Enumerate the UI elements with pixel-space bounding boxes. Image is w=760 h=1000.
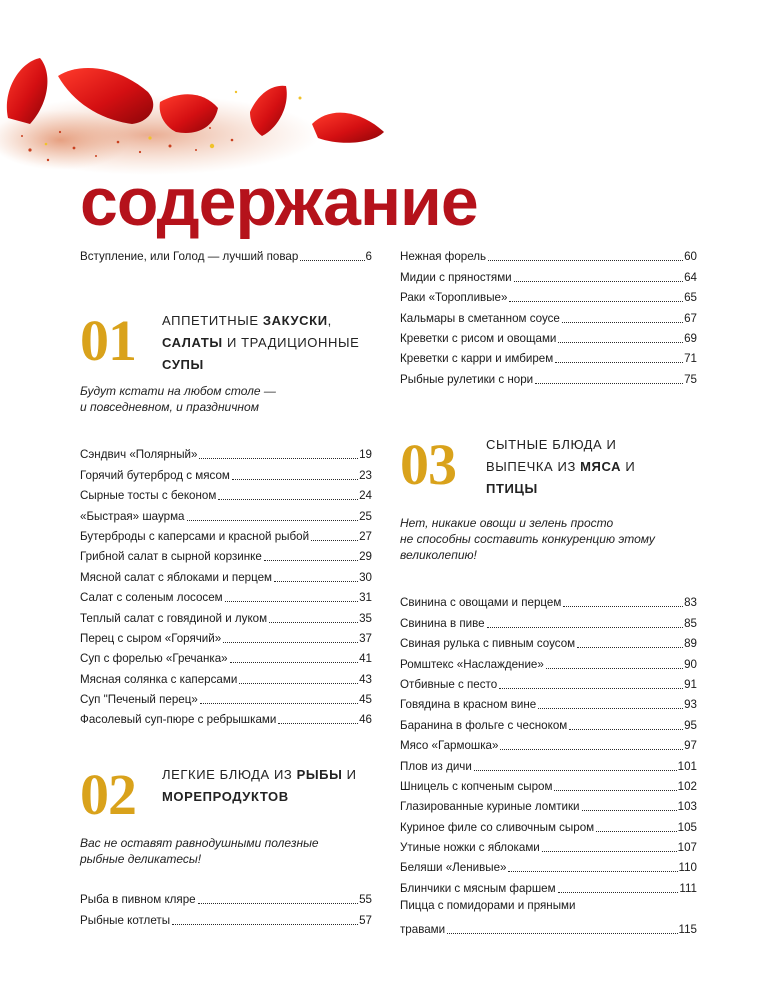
toc-item-title: Ромштекс «Наслаждение» bbox=[400, 657, 544, 671]
toc-item-page: 6 bbox=[365, 250, 372, 264]
toc-item-intro[interactable] bbox=[80, 244, 372, 264]
toc-item-page: 55 bbox=[359, 893, 372, 907]
leader-dots bbox=[499, 687, 683, 689]
leader-dots bbox=[239, 682, 358, 684]
toc-item-title: Плов из дичи bbox=[400, 759, 472, 773]
toc-item[interactable] bbox=[80, 605, 372, 625]
chapter-heading bbox=[162, 764, 377, 808]
toc-item[interactable] bbox=[400, 366, 697, 386]
toc-item[interactable] bbox=[400, 835, 697, 855]
toc-item-page: 19 bbox=[359, 448, 372, 462]
tagline-line: Вас не оставят равнодушными полезные bbox=[80, 836, 319, 850]
chapter-03-list bbox=[400, 590, 697, 937]
toc-item-page: 64 bbox=[684, 270, 697, 284]
toc-item-title: Свиная рулька с пивным соусом bbox=[400, 637, 576, 651]
toc-item-page: 29 bbox=[359, 550, 372, 564]
leader-dots bbox=[562, 321, 683, 323]
leader-dots bbox=[264, 559, 358, 561]
toc-item-title: Свинина с овощами и перцем bbox=[400, 596, 562, 610]
chapter-number: 03 bbox=[400, 432, 456, 497]
toc-item-page: 90 bbox=[684, 657, 697, 671]
toc-item-title: Говядина в красном вине bbox=[400, 698, 537, 712]
toc-item-page: 115 bbox=[678, 922, 697, 936]
toc-item[interactable] bbox=[400, 774, 697, 794]
intro-list bbox=[80, 244, 372, 264]
toc-item-title: Горячий бутерброд с мясом bbox=[80, 468, 230, 482]
toc-item-page: 43 bbox=[359, 672, 372, 686]
chapter-heading-part: РЫБЫ bbox=[296, 767, 343, 782]
leader-dots bbox=[555, 361, 683, 363]
chapter-heading-part: МОРЕПРОДУКТОВ bbox=[162, 789, 289, 804]
leader-dots bbox=[554, 789, 676, 791]
toc-item[interactable] bbox=[400, 855, 697, 875]
toc-item-title: Сырные тосты с беконом bbox=[80, 489, 217, 503]
toc-item-page: 102 bbox=[677, 779, 697, 793]
tagline-line: и повседневном, и праздничном bbox=[80, 400, 259, 414]
leader-dots bbox=[542, 850, 677, 852]
toc-item-title: Кальмары в сметанном соусе bbox=[400, 311, 560, 325]
toc-item[interactable] bbox=[80, 524, 372, 544]
toc-item-title: Мясная солянка с каперсами bbox=[80, 672, 238, 686]
leader-dots bbox=[563, 605, 683, 607]
tagline-line: рыбные деликатесы! bbox=[80, 852, 202, 866]
toc-item-page: 31 bbox=[359, 591, 372, 605]
toc-item[interactable] bbox=[400, 896, 697, 937]
toc-item-title: Мясной салат с яблоками и перцем bbox=[80, 570, 273, 584]
leader-dots bbox=[225, 600, 358, 602]
toc-item-title: Вступление, или Голод — лучший повар bbox=[80, 250, 299, 264]
toc-item-title: Креветки с рисом и овощами bbox=[400, 331, 557, 345]
leader-dots bbox=[300, 259, 364, 261]
toc-item[interactable] bbox=[400, 631, 697, 651]
toc-item-title: Баранина в фольге с чесноком bbox=[400, 718, 568, 732]
toc-item[interactable] bbox=[80, 907, 372, 927]
toc-item-title: Теплый салат с говядиной и луком bbox=[80, 611, 268, 625]
toc-item[interactable] bbox=[400, 692, 697, 712]
tagline-line: великолепию! bbox=[400, 548, 477, 562]
toc-item-page: 23 bbox=[359, 468, 372, 482]
chapter-heading-part: АППЕТИТНЫЕ bbox=[162, 313, 263, 328]
chapter-heading-part: МЯСА bbox=[580, 459, 622, 474]
chapter-heading-part: И ВЫПЕЧКА ИЗ bbox=[486, 437, 617, 474]
toc-item[interactable] bbox=[400, 733, 697, 753]
leader-dots bbox=[487, 626, 684, 628]
chapter-heading-part: ЛЕГКИЕ БЛЮДА ИЗ bbox=[162, 767, 297, 782]
toc-item-page: 110 bbox=[678, 861, 697, 875]
leader-dots bbox=[200, 702, 358, 704]
toc-item-title: Раки «Торопливые» bbox=[400, 291, 508, 305]
toc-item-page: 24 bbox=[359, 489, 372, 503]
toc-item-page: 30 bbox=[359, 570, 372, 584]
toc-item[interactable] bbox=[80, 626, 372, 646]
leader-dots bbox=[596, 830, 677, 832]
toc-item-page: 89 bbox=[684, 637, 697, 651]
toc-item[interactable] bbox=[80, 462, 372, 482]
chapter-02-tagline bbox=[80, 835, 372, 867]
chapter-heading-part: САЛАТЫ bbox=[162, 335, 223, 350]
toc-item-page: 46 bbox=[359, 713, 372, 727]
leader-dots bbox=[546, 667, 683, 669]
leader-dots bbox=[172, 923, 358, 925]
chapter-heading-part: ПТИЦЫ bbox=[486, 481, 538, 496]
chapter-heading-part: ЗАКУСКИ bbox=[262, 313, 328, 328]
chapter-heading bbox=[162, 310, 377, 376]
chapter-number: 01 bbox=[80, 308, 136, 373]
toc-item-page: 25 bbox=[359, 509, 372, 523]
leader-dots bbox=[311, 539, 358, 541]
leader-dots bbox=[538, 707, 683, 709]
leader-dots bbox=[278, 722, 358, 724]
leader-dots bbox=[582, 809, 677, 811]
toc-item[interactable] bbox=[80, 503, 372, 523]
chapter-heading-part: СЫТНЫЕ БЛЮДА bbox=[486, 437, 603, 452]
leader-dots bbox=[508, 870, 677, 872]
toc-item-page: 71 bbox=[684, 352, 697, 366]
chapter-heading-part: И bbox=[342, 767, 357, 782]
leader-dots bbox=[230, 661, 358, 663]
toc-item-page: 60 bbox=[684, 250, 697, 264]
leader-dots bbox=[199, 457, 358, 459]
toc-item-title: Сэндвич «Полярный» bbox=[80, 448, 198, 462]
leader-dots bbox=[232, 478, 358, 480]
toc-item-title: Бутерброды с каперсами и красной рыбой bbox=[80, 529, 310, 543]
toc-item-page: 75 bbox=[684, 372, 697, 386]
toc-item-page: 35 bbox=[359, 611, 372, 625]
tagline-line: не способны составить конкуренцию этому bbox=[400, 532, 655, 546]
chapter-heading bbox=[486, 434, 686, 500]
toc-item[interactable] bbox=[80, 483, 372, 503]
toc-item-page: 67 bbox=[684, 311, 697, 325]
toc-item-title-line: Пицца с помидорами и пряными bbox=[400, 898, 576, 912]
leader-dots bbox=[488, 259, 683, 261]
toc-item-title: Грибной салат в сырной корзинке bbox=[80, 550, 262, 564]
toc-item[interactable] bbox=[80, 442, 372, 462]
toc-item[interactable] bbox=[400, 285, 697, 305]
toc-item-title: Свинина в пиве bbox=[400, 616, 485, 630]
toc-item-title: Рыбные рулетики с нори bbox=[400, 372, 534, 386]
toc-item-page: 93 bbox=[684, 698, 697, 712]
toc-item-page: 105 bbox=[677, 820, 697, 834]
toc-item[interactable] bbox=[400, 814, 697, 834]
toc-item[interactable] bbox=[400, 590, 697, 610]
toc-item-page: 103 bbox=[677, 800, 697, 814]
toc-item-page: 65 bbox=[684, 291, 697, 305]
toc-item-page: 107 bbox=[677, 841, 697, 855]
toc-item-title: Блинчики с мясным фаршем bbox=[400, 881, 556, 895]
toc-item-page: 45 bbox=[359, 693, 372, 707]
toc-item-title: Глазированные куриные ломтики bbox=[400, 800, 580, 814]
leader-dots bbox=[218, 498, 358, 500]
toc-item[interactable] bbox=[80, 707, 372, 727]
toc-item-title: Салат с соленым лососем bbox=[80, 591, 223, 605]
toc-item-page: 101 bbox=[677, 759, 697, 773]
leader-dots bbox=[187, 519, 359, 521]
toc-item[interactable] bbox=[400, 651, 697, 671]
toc-item-page: 37 bbox=[359, 631, 372, 645]
toc-item-page: 69 bbox=[684, 331, 697, 345]
tagline-line: Нет, никакие овощи и зелень просто bbox=[400, 516, 614, 530]
page-title: содержание bbox=[80, 164, 478, 240]
toc-item-title: Рыба в пивном кляре bbox=[80, 893, 196, 907]
toc-item-page: 57 bbox=[359, 913, 372, 927]
toc-item[interactable] bbox=[80, 646, 372, 666]
toc-item-title: Перец с сыром «Горячий» bbox=[80, 631, 222, 645]
toc-item-title: Отбивные с песто bbox=[400, 677, 498, 691]
chapter-heading-part: И ТРАДИЦИОННЫЕ bbox=[222, 335, 360, 350]
toc-item-title-line: травами bbox=[400, 922, 446, 936]
toc-item-title: Утиные ножки с яблоками bbox=[400, 841, 540, 855]
toc-item-title: Суп "Печеный перец» bbox=[80, 693, 198, 707]
leader-dots bbox=[535, 382, 683, 384]
toc-item-page: 91 bbox=[684, 677, 697, 691]
leader-dots bbox=[558, 891, 679, 893]
leader-dots bbox=[447, 932, 677, 934]
leader-dots bbox=[577, 646, 683, 648]
chapter-03-tagline bbox=[400, 515, 697, 563]
toc-item[interactable] bbox=[80, 585, 372, 605]
leader-dots bbox=[474, 769, 677, 771]
leader-dots bbox=[269, 621, 358, 623]
toc-item-title: Шницель с копченым сыром bbox=[400, 779, 553, 793]
toc-item-page: 41 bbox=[359, 652, 372, 666]
toc-item-title: «Быстрая» шаурма bbox=[80, 509, 185, 523]
chapter-number: 02 bbox=[80, 762, 136, 827]
toc-item-title: Фасолевый суп-пюре с ребрышками bbox=[80, 713, 277, 727]
toc-item[interactable] bbox=[80, 666, 372, 686]
toc-item-page: 85 bbox=[684, 616, 697, 630]
toc-item[interactable] bbox=[400, 712, 697, 732]
toc-item[interactable] bbox=[80, 687, 372, 707]
toc-item-title: Нежная форель bbox=[400, 250, 487, 264]
chapter-heading-part: И bbox=[621, 459, 636, 474]
leader-dots bbox=[198, 902, 359, 904]
toc-item-page: 95 bbox=[684, 718, 697, 732]
toc-item[interactable] bbox=[400, 610, 697, 630]
tagline-line: Будут кстати на любом столе — bbox=[80, 384, 276, 398]
toc-item[interactable] bbox=[400, 875, 697, 895]
toc-item[interactable] bbox=[400, 346, 697, 366]
toc-item-page: 111 bbox=[679, 881, 697, 895]
toc-item-title: Креветки с карри и имбирем bbox=[400, 352, 554, 366]
toc-item[interactable] bbox=[400, 794, 697, 814]
chapter-01-list bbox=[80, 442, 372, 727]
leader-dots bbox=[274, 580, 358, 582]
toc-item[interactable] bbox=[400, 326, 697, 346]
toc-item-page: 83 bbox=[684, 596, 697, 610]
leader-dots bbox=[500, 748, 683, 750]
chapter-heading-part: , bbox=[327, 313, 332, 328]
toc-item[interactable] bbox=[400, 244, 697, 264]
toc-item-title: Мясо «Гармошка» bbox=[400, 739, 499, 753]
toc-item-title: Рыбные котлеты bbox=[80, 913, 171, 927]
chapter-02-list-continued bbox=[400, 244, 697, 387]
toc-item[interactable] bbox=[400, 305, 697, 325]
toc-item-title: Куриное филе со сливочным сыром bbox=[400, 820, 595, 834]
leader-dots bbox=[558, 341, 683, 343]
toc-item[interactable] bbox=[400, 753, 697, 773]
leader-dots bbox=[569, 728, 683, 730]
toc-item[interactable] bbox=[80, 887, 372, 907]
toc-item[interactable] bbox=[400, 672, 697, 692]
toc-item-page: 27 bbox=[359, 529, 372, 543]
toc-item[interactable] bbox=[80, 564, 372, 584]
toc-item-page: 97 bbox=[684, 739, 697, 753]
toc-item[interactable] bbox=[80, 544, 372, 564]
chapter-01-tagline bbox=[80, 383, 372, 415]
toc-item-title: Суп с форелью «Гречанка» bbox=[80, 652, 228, 666]
toc-item-title: Беляши «Ленивые» bbox=[400, 861, 507, 875]
chapter-02-list bbox=[80, 887, 372, 928]
chapter-heading-part: СУПЫ bbox=[162, 357, 204, 372]
leader-dots bbox=[223, 641, 358, 643]
toc-item-title: Мидии с пряностями bbox=[400, 270, 512, 284]
leader-dots bbox=[509, 300, 683, 302]
toc-item[interactable] bbox=[400, 264, 697, 284]
leader-dots bbox=[514, 280, 683, 282]
